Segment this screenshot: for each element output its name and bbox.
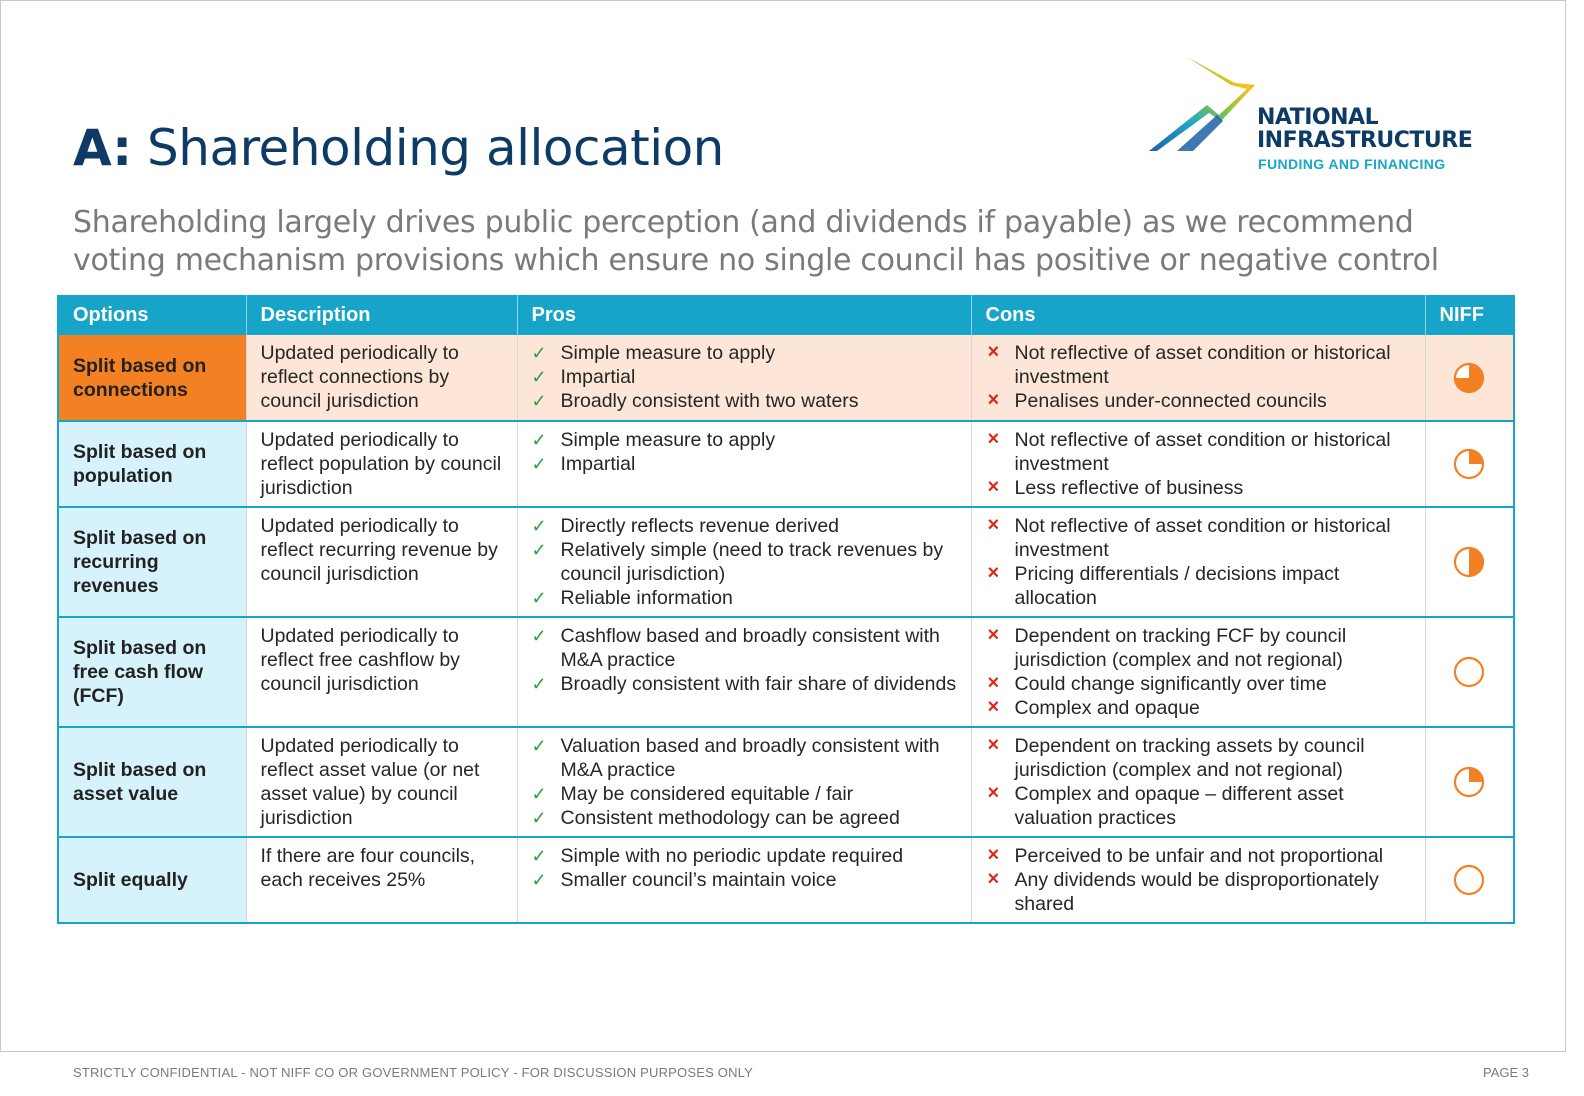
pro-item: ✓ Relatively simple (need to track revenues by council jurisdiction)	[532, 538, 957, 586]
cons-cell	[971, 335, 1425, 421]
pro-item: ✓ Valuation based and broadly consistent with M&A practice	[532, 734, 957, 782]
pro-item: ✓ Smaller council’s maintain voice	[532, 868, 957, 892]
harvey-ball-fill	[1469, 548, 1483, 576]
table-row	[58, 617, 1514, 727]
table-body	[58, 335, 1514, 923]
con-item: × Less reflective of business	[986, 476, 1411, 500]
header-options: Options	[58, 295, 246, 335]
pro-item: ✓ Directly reflects revenue derived	[532, 514, 957, 538]
harvey-ball-icon	[1452, 545, 1486, 579]
harvey-ball-icon	[1452, 655, 1486, 689]
cons-list	[986, 734, 1411, 830]
con-item: × Dependent on tracking assets by council jurisdiction (complex and not regional)	[986, 734, 1411, 782]
con-item: × Any dividends would be disproportionately shared	[986, 868, 1411, 916]
option-cell: Split based on recurring revenues	[58, 507, 246, 617]
header-cons: Cons	[971, 295, 1425, 335]
table-row	[58, 507, 1514, 617]
cons-list	[986, 514, 1411, 610]
niff-rating-cell	[1425, 421, 1514, 507]
con-item: × Complex and opaque	[986, 696, 1411, 720]
pros-list	[532, 624, 957, 696]
description-cell: Updated periodically to reflect population by council jurisdiction	[246, 421, 517, 507]
con-item: × Complex and opaque – different asset valuation practices	[986, 782, 1411, 830]
con-item: × Not reflective of asset condition or historical investment	[986, 341, 1411, 389]
harvey-ball-fill	[1469, 768, 1483, 782]
harvey-ball-icon	[1452, 863, 1486, 897]
con-item: × Could change significantly over time	[986, 672, 1411, 696]
niff-logo	[1147, 55, 1507, 175]
logo-line-3: FUNDING AND FINANCING	[1258, 156, 1446, 172]
cons-cell	[971, 421, 1425, 507]
description-cell: Updated periodically to reflect asset value (or net asset value) by council jurisdiction	[246, 727, 517, 837]
pros-list	[532, 341, 957, 413]
harvey-ball-fill	[1469, 450, 1483, 464]
pro-item: ✓ Simple measure to apply	[532, 341, 957, 365]
harvey-ball-outline	[1455, 658, 1483, 686]
pros-list	[532, 428, 957, 476]
pro-item: ✓ May be considered equitable / fair	[532, 782, 957, 806]
header-pros: Pros	[517, 295, 971, 335]
title-prefix: A:	[73, 119, 132, 177]
table-header-row	[58, 295, 1514, 335]
header-description: Description	[246, 295, 517, 335]
option-cell: Split based on population	[58, 421, 246, 507]
page-subtitle: Shareholding largely drives public perception (and dividends if payable) as we recommend voting mechanism provisions which ensure no single council has positive or negative control	[73, 205, 1439, 278]
description-cell: Updated periodically to reflect free cashflow by council jurisdiction	[246, 617, 517, 727]
harvey-ball-icon	[1452, 765, 1486, 799]
cons-cell	[971, 617, 1425, 727]
con-item: × Not reflective of asset condition or historical investment	[986, 428, 1411, 476]
pros-list	[532, 734, 957, 830]
cons-list	[986, 428, 1411, 500]
niff-rating-cell	[1425, 617, 1514, 727]
harvey-ball-icon	[1452, 447, 1486, 481]
con-item: × Penalises under-connected councils	[986, 389, 1411, 413]
niff-rating-cell	[1425, 507, 1514, 617]
pros-cell	[517, 617, 971, 727]
cons-cell	[971, 837, 1425, 923]
pro-item: ✓ Impartial	[532, 452, 957, 476]
pro-item: ✓ Cashflow based and broadly consistent with M&A practice	[532, 624, 957, 672]
pros-cell	[517, 421, 971, 507]
option-cell: Split based on asset value	[58, 727, 246, 837]
pros-cell	[517, 837, 971, 923]
logo-line-1: NATIONAL	[1257, 105, 1379, 130]
pro-item: ✓ Simple measure to apply	[532, 428, 957, 452]
harvey-ball-icon	[1452, 361, 1486, 395]
pros-list	[532, 514, 957, 610]
page-number: PAGE 3	[1483, 1065, 1530, 1080]
pro-item: ✓ Simple with no periodic update required	[532, 844, 957, 868]
option-cell: Split equally	[58, 837, 246, 923]
con-item: × Perceived to be unfair and not proportional	[986, 844, 1411, 868]
harvey-ball-outline	[1455, 866, 1483, 894]
con-item: × Pricing differentials / decisions impact allocation	[986, 562, 1411, 610]
logo-line-2: INFRASTRUCTURE	[1257, 128, 1473, 153]
confidentiality-footer: STRICTLY CONFIDENTIAL - NOT NIFF CO OR GOVERNMENT POLICY - FOR DISCUSSION PURPOSES ONLY	[73, 1065, 754, 1080]
cons-list	[986, 844, 1411, 916]
niff-logo-mark-icon	[1147, 55, 1257, 155]
pros-cell	[517, 507, 971, 617]
pro-item: ✓ Broadly consistent with fair share of dividends	[532, 672, 957, 696]
table-row	[58, 421, 1514, 507]
cons-list	[986, 341, 1411, 413]
header-niff: NIFF	[1425, 295, 1514, 335]
table-row	[58, 335, 1514, 421]
niff-rating-cell	[1425, 335, 1514, 421]
pro-item: ✓ Impartial	[532, 365, 957, 389]
table-row	[58, 837, 1514, 923]
pro-item: ✓ Consistent methodology can be agreed	[532, 806, 957, 830]
cons-cell	[971, 727, 1425, 837]
pro-item: ✓ Reliable information	[532, 586, 957, 610]
cons-list	[986, 624, 1411, 720]
description-cell: Updated periodically to reflect connections by council jurisdiction	[246, 335, 517, 421]
page-title	[73, 119, 724, 177]
niff-rating-cell	[1425, 727, 1514, 837]
con-item: × Not reflective of asset condition or historical investment	[986, 514, 1411, 562]
title-text: Shareholding allocation	[147, 119, 724, 177]
pro-item: ✓ Broadly consistent with two waters	[532, 389, 957, 413]
niff-rating-cell	[1425, 837, 1514, 923]
con-item: × Dependent on tracking FCF by council jurisdiction (complex and not regional)	[986, 624, 1411, 672]
pros-list	[532, 844, 957, 892]
options-table	[57, 295, 1515, 924]
cons-cell	[971, 507, 1425, 617]
pros-cell	[517, 727, 971, 837]
option-cell: Split based on connections	[58, 335, 246, 421]
pros-cell	[517, 335, 971, 421]
table-row	[58, 727, 1514, 837]
option-cell: Split based on free cash flow (FCF)	[58, 617, 246, 727]
description-cell: If there are four councils, each receives 25%	[246, 837, 517, 923]
description-cell: Updated periodically to reflect recurring revenue by council jurisdiction	[246, 507, 517, 617]
